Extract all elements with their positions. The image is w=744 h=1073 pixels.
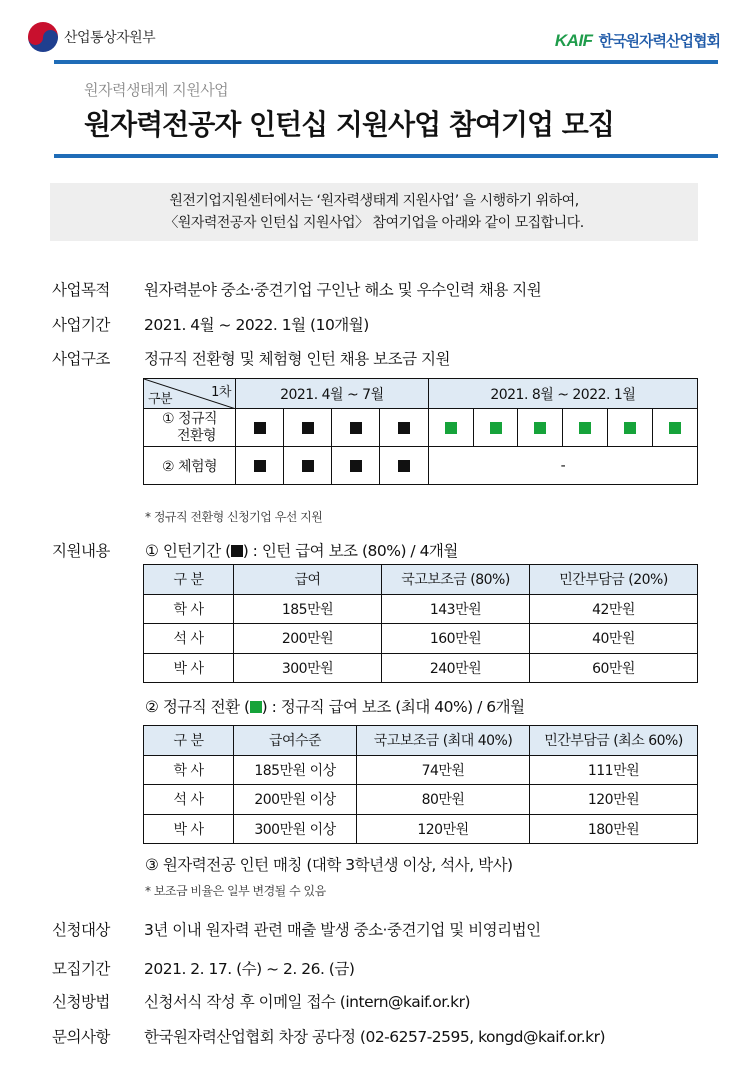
- support-row: [52, 539, 144, 561]
- black-square-icon: [302, 460, 314, 472]
- table-cell: 200만원 이상: [234, 785, 357, 815]
- table-row: [144, 594, 698, 624]
- black-square-icon: [398, 422, 410, 434]
- structure-table: [143, 378, 698, 485]
- black-square-icon: [254, 422, 266, 434]
- intern-pay-table: [143, 564, 698, 683]
- table-cell: 111만원: [530, 755, 698, 785]
- target-label: 신청대상: [52, 921, 110, 939]
- regular-type-label-b: 전환형: [176, 427, 217, 444]
- phase2-header: 2021. 8월 ~ 2022. 1월: [428, 379, 697, 409]
- purpose-value: 원자력분야 중소·중견기업 구인난 해소 및 우수인력 채용 지원: [144, 281, 542, 299]
- month-cell: [380, 409, 428, 447]
- table-cell: 74만원: [357, 755, 530, 785]
- structure-corner-cell: [144, 379, 236, 409]
- month-cell: [428, 409, 473, 447]
- structure-row-regular: [144, 409, 698, 447]
- table-header-cell: 국고보조금 (최대 40%): [357, 726, 530, 756]
- method-value: 신청서식 작성 후 이메일 접수 (intern@kaif.or.kr): [144, 993, 471, 1011]
- target-value: 3년 이내 원자력 관련 매출 발생 중소·중견기업 및 비영리법인: [144, 921, 541, 939]
- table-cell: 40만원: [530, 624, 698, 654]
- month-cell: [608, 409, 653, 447]
- month-cell: [380, 447, 428, 485]
- month-cell: [653, 409, 698, 447]
- contact-label: 문의사항: [52, 1028, 110, 1046]
- table-cell: 160만원: [382, 624, 530, 654]
- purpose-row: [52, 278, 541, 300]
- intro-box: [50, 183, 698, 241]
- black-square-icon: [350, 422, 362, 434]
- month-cell: [284, 409, 332, 447]
- table-header-row: [144, 726, 698, 756]
- green-square-icon: [624, 422, 636, 434]
- table-cell: 300만원: [234, 653, 382, 683]
- contact-value: 한국원자력산업협회 차장 공다정 (02-6257-2595, kongd@kaif.or.kr): [144, 1028, 606, 1046]
- black-square-icon: [350, 460, 362, 472]
- table-cell: 120만원: [530, 785, 698, 815]
- green-square-icon: [445, 422, 457, 434]
- recruit-value: 2021. 2. 17. (수) ~ 2. 26. (금): [144, 960, 355, 978]
- month-cell: [563, 409, 608, 447]
- ministry-name: 산업통상자원부: [64, 30, 156, 46]
- regular-pay-table: [143, 725, 698, 844]
- intro-line-2: 〈원자력전공자 인턴십 지원사업〉 참여기업을 아래와 같이 모집합니다.: [164, 215, 584, 231]
- table-cell: 학 사: [144, 755, 234, 785]
- month-cell: [284, 447, 332, 485]
- corner-top-label: 1차: [211, 385, 231, 400]
- recruit-row: [52, 957, 354, 979]
- table-cell: 185만원: [234, 594, 382, 624]
- support-label: 지원내용: [52, 542, 110, 560]
- experience-phase2-cell: -: [428, 447, 697, 485]
- black-square-icon: [231, 545, 243, 557]
- page-title: 원자력전공자 인턴십 지원사업 참여기업 모집: [84, 108, 614, 141]
- green-square-icon: [250, 701, 262, 713]
- structure-value: 정규직 전환형 및 체험형 인턴 채용 보조금 지원: [144, 350, 450, 368]
- table-cell: 42만원: [530, 594, 698, 624]
- experience-type-label: ② 체험형: [144, 447, 236, 485]
- table-row: [144, 785, 698, 815]
- black-square-icon: [398, 460, 410, 472]
- table-cell: 300만원 이상: [234, 814, 357, 844]
- month-cell: [332, 409, 380, 447]
- period-label: 사업기간: [52, 316, 110, 334]
- table-header-cell: 구 분: [144, 726, 234, 756]
- support-item-1: [145, 539, 458, 561]
- table-cell: 80만원: [357, 785, 530, 815]
- structure-header-row: [144, 379, 698, 409]
- target-row: [52, 918, 541, 940]
- black-square-icon: [302, 422, 314, 434]
- table-cell: 석 사: [144, 785, 234, 815]
- intro-line-1: 원전기업지원센터에서는 ‘원자력생태계 지원사업’ 을 시행하기 위하여,: [169, 193, 579, 209]
- table-header-cell: 급여: [234, 565, 382, 595]
- kaif-name: 한국원자력산업협회: [598, 32, 720, 50]
- table-cell: 박 사: [144, 814, 234, 844]
- table-cell: 180만원: [530, 814, 698, 844]
- structure-note: * 정규직 전환형 신청기업 우선 지원: [145, 510, 323, 524]
- support-note: * 보조금 비율은 일부 변경될 수 있음: [145, 884, 326, 898]
- month-cell: [332, 447, 380, 485]
- green-square-icon: [669, 422, 681, 434]
- table-cell: 240만원: [382, 653, 530, 683]
- structure-row: [52, 347, 450, 369]
- title-divider: [54, 154, 718, 158]
- structure-row-experience: [144, 447, 698, 485]
- regular-type-label-a: ① 정규직: [161, 410, 218, 427]
- purpose-label: 사업목적: [52, 281, 110, 299]
- taegeuk-emblem-icon: [28, 22, 58, 52]
- method-label: 신청방법: [52, 993, 110, 1011]
- structure-label: 사업구조: [52, 350, 110, 368]
- recruit-label: 모집기간: [52, 960, 110, 978]
- item2-suffix: ) : 정규직 급여 보조 (최대 40%) / 6개월: [261, 698, 525, 716]
- table-header-row: [144, 565, 698, 595]
- table-header-cell: 민간부담금 (20%): [530, 565, 698, 595]
- table-row: [144, 624, 698, 654]
- table-header-cell: 국고보조금 (80%): [382, 565, 530, 595]
- table-header-cell: 민간부담금 (최소 60%): [530, 726, 698, 756]
- table-cell: 120만원: [357, 814, 530, 844]
- period-row: [52, 313, 369, 335]
- table-header-cell: 구 분: [144, 565, 234, 595]
- table-cell: 185만원 이상: [234, 755, 357, 785]
- header-logos: [0, 0, 744, 62]
- table-row: [144, 814, 698, 844]
- green-square-icon: [490, 422, 502, 434]
- contact-row: [52, 1025, 605, 1047]
- period-value: 2021. 4월 ~ 2022. 1월 (10개월): [144, 316, 369, 334]
- table-cell: 143만원: [382, 594, 530, 624]
- item1-suffix: ) : 인턴 급여 보조 (80%) / 4개월: [242, 542, 458, 560]
- green-square-icon: [534, 422, 546, 434]
- table-cell: 60만원: [530, 653, 698, 683]
- top-divider: [54, 60, 718, 64]
- month-cell: [236, 447, 284, 485]
- black-square-icon: [254, 460, 266, 472]
- ministry-logo: [28, 22, 155, 52]
- page-subtitle: 원자력생태계 지원사업: [84, 81, 229, 99]
- support-item-3: ③ 원자력전공 인턴 매칭 (대학 3학년생 이상, 석사, 박사): [145, 856, 513, 874]
- item1-prefix: ① 인턴기간 (: [145, 542, 231, 560]
- month-cell: [518, 409, 563, 447]
- table-header-cell: 급여수준: [234, 726, 357, 756]
- corner-bottom-label: 구분: [148, 392, 173, 407]
- green-square-icon: [579, 422, 591, 434]
- table-cell: 석 사: [144, 624, 234, 654]
- phase1-header: 2021. 4월 ~ 7월: [236, 379, 429, 409]
- item2-prefix: ② 정규직 전환 (: [145, 698, 250, 716]
- table-row: [144, 653, 698, 683]
- method-row: [52, 990, 470, 1012]
- month-cell: [473, 409, 518, 447]
- regular-type-label: [144, 409, 236, 447]
- table-cell: 박 사: [144, 653, 234, 683]
- kaif-logo: [555, 30, 720, 51]
- table-cell: 학 사: [144, 594, 234, 624]
- kaif-mark: KAIF: [554, 31, 593, 50]
- table-cell: 200만원: [234, 624, 382, 654]
- month-cell: [236, 409, 284, 447]
- table-row: [144, 755, 698, 785]
- support-item-2: [145, 695, 525, 717]
